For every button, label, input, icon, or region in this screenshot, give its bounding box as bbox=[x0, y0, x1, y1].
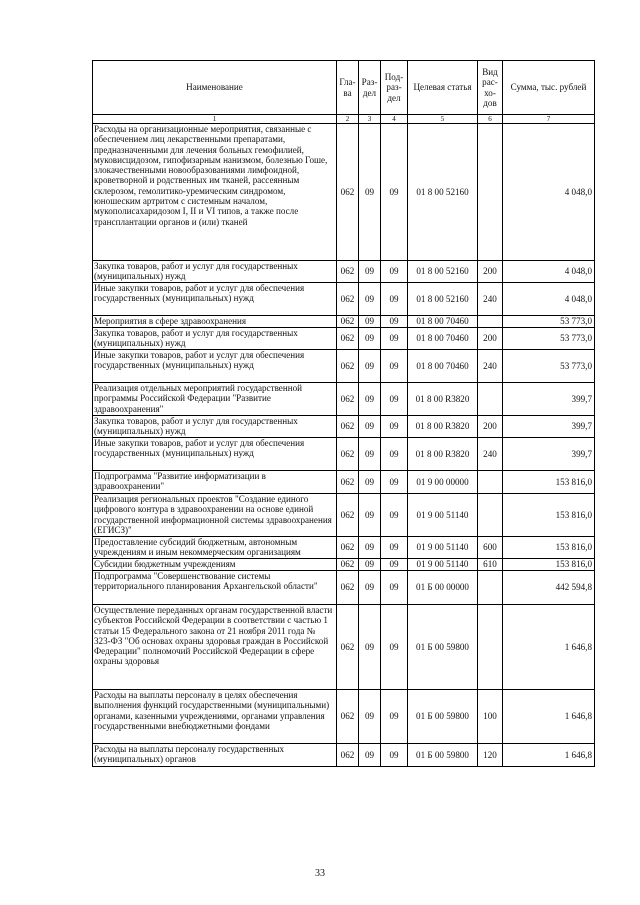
row-sum-cell: 1 646,8 bbox=[503, 605, 595, 690]
row-article-cell: 01 Б 00 59800 bbox=[408, 605, 478, 690]
row-article-cell: 01 9 00 51140 bbox=[408, 559, 478, 571]
row-subsection-cell: 09 bbox=[381, 744, 408, 767]
row-vid-cell bbox=[478, 316, 503, 328]
row-subsection-cell: 09 bbox=[381, 383, 408, 416]
row-article-cell: 01 8 00 70460 bbox=[408, 350, 478, 383]
row-subsection-cell: 09 bbox=[381, 124, 408, 261]
row-section-cell: 09 bbox=[359, 494, 381, 537]
table-row bbox=[93, 124, 595, 261]
row-subsection-cell: 09 bbox=[381, 494, 408, 537]
row-article-cell: 01 Б 00 59800 bbox=[408, 744, 478, 767]
row-name-cell: Осуществление переданных органам государственной власти субъектов Российской Федерации в соответствии с частью 1 статьи 15 Федерального закона от 21 ноября 2011 года № 323-ФЗ "Об основах охраны здоровья граждан в Российской Федерации" полномочий Российской Федерации в сфере охраны здоровья bbox=[93, 605, 337, 690]
row-sum-cell: 442 594,8 bbox=[503, 571, 595, 605]
row-name-cell: Предоставление субсидий бюджетным, автономным учреждениям и иным некоммерческим организациям bbox=[93, 537, 337, 559]
row-article-cell: 01 Б 00 59800 bbox=[408, 690, 478, 744]
row-subsection-cell: 09 bbox=[381, 438, 408, 471]
row-section-cell: 09 bbox=[359, 261, 381, 283]
row-chapter-cell: 062 bbox=[337, 316, 359, 328]
table-row bbox=[93, 316, 595, 328]
column-number: 3 bbox=[359, 115, 381, 124]
row-sum-cell: 153 816,0 bbox=[503, 559, 595, 571]
row-vid-cell: 200 bbox=[478, 261, 503, 283]
row-section-cell: 09 bbox=[359, 124, 381, 261]
row-sum-cell: 153 816,0 bbox=[503, 537, 595, 559]
row-name-cell: Закупка товаров, работ и услуг для государственных (муниципальных) нужд bbox=[93, 416, 337, 438]
row-article-cell: 01 9 00 00000 bbox=[408, 471, 478, 494]
row-chapter-cell: 062 bbox=[337, 350, 359, 383]
row-vid-cell: 240 bbox=[478, 283, 503, 316]
row-subsection-cell: 09 bbox=[381, 690, 408, 744]
row-section-cell: 09 bbox=[359, 438, 381, 471]
header-row bbox=[93, 61, 595, 115]
row-chapter-cell: 062 bbox=[337, 416, 359, 438]
row-vid-cell bbox=[478, 383, 503, 416]
row-subsection-cell: 09 bbox=[381, 261, 408, 283]
table-row bbox=[93, 690, 595, 744]
row-chapter-cell: 062 bbox=[337, 261, 359, 283]
row-chapter-cell: 062 bbox=[337, 283, 359, 316]
row-vid-cell: 100 bbox=[478, 690, 503, 744]
row-article-cell: 01 8 00 52160 bbox=[408, 283, 478, 316]
header-subsection: Под-раз-дел bbox=[381, 61, 408, 115]
row-vid-cell: 240 bbox=[478, 438, 503, 471]
row-section-cell: 09 bbox=[359, 744, 381, 767]
header-vid: Вид рас-хо-дов bbox=[478, 61, 503, 115]
row-chapter-cell: 062 bbox=[337, 605, 359, 690]
row-section-cell: 09 bbox=[359, 416, 381, 438]
row-name-cell: Иные закупки товаров, работ и услуг для обеспечения государственных (муниципальных) нужд bbox=[93, 283, 337, 316]
row-sum-cell: 1 646,8 bbox=[503, 744, 595, 767]
row-chapter-cell: 062 bbox=[337, 559, 359, 571]
table-row bbox=[93, 494, 595, 537]
row-vid-cell: 200 bbox=[478, 416, 503, 438]
row-name-cell: Подпрограмма "Развитие информатизации в здравоохранении" bbox=[93, 471, 337, 494]
row-name-cell: Расходы на организационные мероприятия, связанные с обеспечением лиц лекарственными препаратами, предназначенными для лечения больных гемофилией, муковисцидозом, гипофизарным нанизмом, болезнью Гоше, злокачественными новообразованиями лимфоидной, кроветворной и родственных им тканей, рассеянным склерозом, гемолитико-уремическим синдромом, юношеским артритом с системным началом, мукополисахаридозом I, II и VI типов, а также после трансплантации органов и (или) тканей bbox=[93, 124, 337, 261]
row-article-cell: 01 8 00 70460 bbox=[408, 316, 478, 328]
row-vid-cell: 610 bbox=[478, 559, 503, 571]
row-section-cell: 09 bbox=[359, 350, 381, 383]
header-chapter: Гла-ва bbox=[337, 61, 359, 115]
table-row bbox=[93, 283, 595, 316]
row-chapter-cell: 062 bbox=[337, 124, 359, 261]
row-subsection-cell: 09 bbox=[381, 416, 408, 438]
row-sum-cell: 53 773,0 bbox=[503, 328, 595, 350]
row-name-cell: Расходы на выплаты персоналу государственных (муниципальных) органов bbox=[93, 744, 337, 767]
table-row bbox=[93, 261, 595, 283]
row-chapter-cell: 062 bbox=[337, 690, 359, 744]
table-row bbox=[93, 744, 595, 767]
table-row bbox=[93, 571, 595, 605]
row-sum-cell: 399,7 bbox=[503, 383, 595, 416]
row-sum-cell: 4 048,0 bbox=[503, 261, 595, 283]
row-vid-cell: 120 bbox=[478, 744, 503, 767]
row-section-cell: 09 bbox=[359, 328, 381, 350]
row-sum-cell: 153 816,0 bbox=[503, 471, 595, 494]
row-vid-cell: 240 bbox=[478, 350, 503, 383]
row-section-cell: 09 bbox=[359, 471, 381, 494]
table-body bbox=[93, 124, 595, 767]
row-sum-cell: 153 816,0 bbox=[503, 494, 595, 537]
row-article-cell: 01 Б 00 00000 bbox=[408, 571, 478, 605]
row-sum-cell: 53 773,0 bbox=[503, 316, 595, 328]
row-name-cell: Иные закупки товаров, работ и услуг для обеспечения государственных (муниципальных) нужд bbox=[93, 438, 337, 471]
row-article-cell: 01 8 00 70460 bbox=[408, 328, 478, 350]
row-vid-cell bbox=[478, 494, 503, 537]
row-section-cell: 09 bbox=[359, 283, 381, 316]
row-chapter-cell: 062 bbox=[337, 571, 359, 605]
row-article-cell: 01 8 00 52160 bbox=[408, 261, 478, 283]
row-section-cell: 09 bbox=[359, 537, 381, 559]
row-sum-cell: 399,7 bbox=[503, 438, 595, 471]
row-name-cell: Мероприятия в сфере здравоохранения bbox=[93, 316, 337, 328]
row-sum-cell: 399,7 bbox=[503, 416, 595, 438]
row-vid-cell bbox=[478, 471, 503, 494]
row-section-cell: 09 bbox=[359, 605, 381, 690]
budget-table bbox=[92, 60, 595, 767]
row-article-cell: 01 8 00 R3820 bbox=[408, 416, 478, 438]
row-subsection-cell: 09 bbox=[381, 328, 408, 350]
row-name-cell: Закупка товаров, работ и услуг для государственных (муниципальных) нужд bbox=[93, 328, 337, 350]
table-row bbox=[93, 471, 595, 494]
row-article-cell: 01 8 00 R3820 bbox=[408, 438, 478, 471]
table-row bbox=[93, 605, 595, 690]
row-name-cell: Расходы на выплаты персоналу в целях обеспечения выполнения функций государственными (муниципальными) органами, казенными учреждениями, органами управления государственными внебюджетными фондами bbox=[93, 690, 337, 744]
header-article: Целевая статья bbox=[408, 61, 478, 115]
row-subsection-cell: 09 bbox=[381, 316, 408, 328]
row-subsection-cell: 09 bbox=[381, 571, 408, 605]
row-chapter-cell: 062 bbox=[337, 494, 359, 537]
row-subsection-cell: 09 bbox=[381, 605, 408, 690]
row-subsection-cell: 09 bbox=[381, 471, 408, 494]
row-subsection-cell: 09 bbox=[381, 283, 408, 316]
table-row bbox=[93, 416, 595, 438]
row-article-cell: 01 8 00 R3820 bbox=[408, 383, 478, 416]
row-vid-cell bbox=[478, 605, 503, 690]
row-section-cell: 09 bbox=[359, 571, 381, 605]
page-number: 33 bbox=[315, 868, 325, 879]
column-number: 7 bbox=[503, 115, 595, 124]
table-row bbox=[93, 559, 595, 571]
row-sum-cell: 4 048,0 bbox=[503, 124, 595, 261]
column-number: 5 bbox=[408, 115, 478, 124]
header-name: Наименование bbox=[93, 61, 337, 115]
row-chapter-cell: 062 bbox=[337, 471, 359, 494]
row-name-cell: Закупка товаров, работ и услуг для государственных (муниципальных) нужд bbox=[93, 261, 337, 283]
row-article-cell: 01 9 00 51140 bbox=[408, 494, 478, 537]
row-name-cell: Иные закупки товаров, работ и услуг для обеспечения государственных (муниципальных) нужд bbox=[93, 350, 337, 383]
table-row bbox=[93, 328, 595, 350]
row-chapter-cell: 062 bbox=[337, 383, 359, 416]
column-number: 4 bbox=[381, 115, 408, 124]
header-sum: Сумма, тыс. рублей bbox=[503, 61, 595, 115]
row-name-cell: Реализация региональных проектов "Создание единого цифрового контура в здравоохранении на основе единой государственной информационной системы здравоохранения (ЕГИСЗ)" bbox=[93, 494, 337, 537]
row-name-cell: Реализация отдельных мероприятий государственной программы Российской Федерации "Развитие здравоохранения" bbox=[93, 383, 337, 416]
row-section-cell: 09 bbox=[359, 690, 381, 744]
column-number: 6 bbox=[478, 115, 503, 124]
table-row bbox=[93, 438, 595, 471]
header-section: Раз-дел bbox=[359, 61, 381, 115]
row-section-cell: 09 bbox=[359, 383, 381, 416]
row-vid-cell bbox=[478, 571, 503, 605]
row-subsection-cell: 09 bbox=[381, 537, 408, 559]
row-section-cell: 09 bbox=[359, 316, 381, 328]
column-number: 2 bbox=[337, 115, 359, 124]
row-section-cell: 09 bbox=[359, 559, 381, 571]
row-sum-cell: 53 773,0 bbox=[503, 350, 595, 383]
column-number-row bbox=[93, 115, 595, 124]
row-vid-cell: 600 bbox=[478, 537, 503, 559]
table-header bbox=[93, 61, 595, 124]
row-sum-cell: 1 646,8 bbox=[503, 690, 595, 744]
row-chapter-cell: 062 bbox=[337, 328, 359, 350]
row-subsection-cell: 09 bbox=[381, 559, 408, 571]
row-chapter-cell: 062 bbox=[337, 537, 359, 559]
row-sum-cell: 4 048,0 bbox=[503, 283, 595, 316]
row-name-cell: Подпрограмма "Совершенствование системы территориального планирования Архангельской области" bbox=[93, 571, 337, 605]
table-row bbox=[93, 383, 595, 416]
row-chapter-cell: 062 bbox=[337, 438, 359, 471]
row-chapter-cell: 062 bbox=[337, 744, 359, 767]
row-vid-cell: 200 bbox=[478, 328, 503, 350]
row-vid-cell bbox=[478, 124, 503, 261]
row-subsection-cell: 09 bbox=[381, 350, 408, 383]
column-number: 1 bbox=[93, 115, 337, 124]
table-row bbox=[93, 537, 595, 559]
row-article-cell: 01 8 00 52160 bbox=[408, 124, 478, 261]
table-row bbox=[93, 350, 595, 383]
row-name-cell: Субсидии бюджетным учреждениям bbox=[93, 559, 337, 571]
row-article-cell: 01 9 00 51140 bbox=[408, 537, 478, 559]
